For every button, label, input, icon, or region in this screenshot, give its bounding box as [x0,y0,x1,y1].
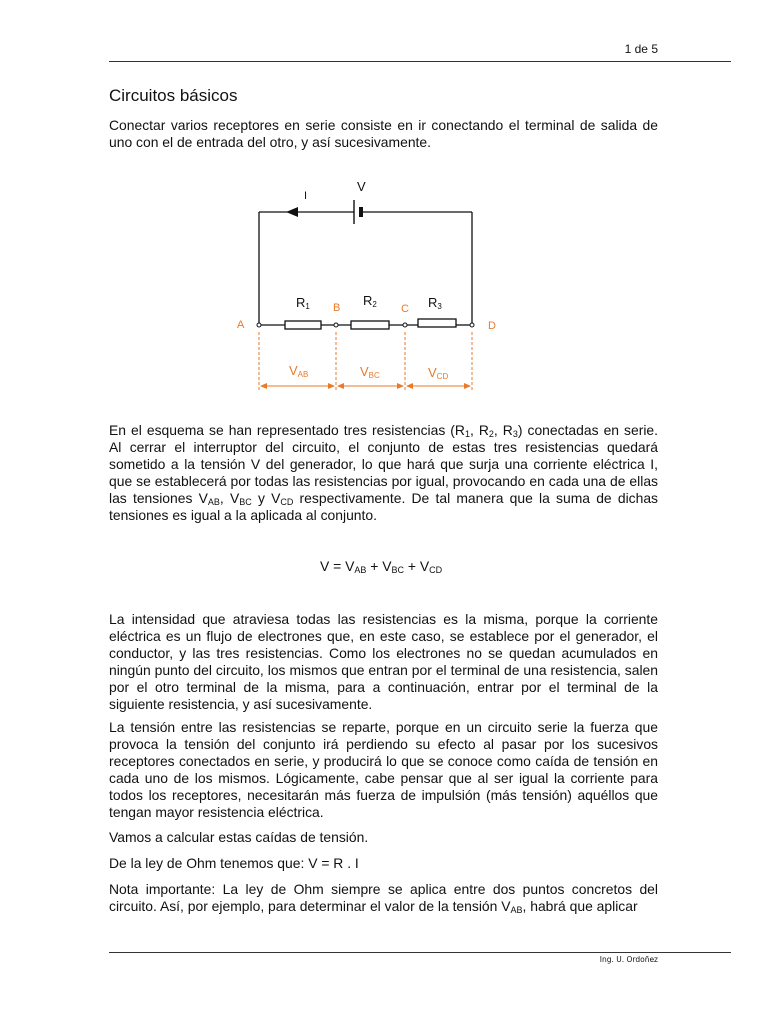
node-dot-b [334,323,338,327]
vbc-label: VBC [360,364,380,380]
node-dot-c [403,323,407,327]
node-label-d: D [488,320,496,332]
r3-label: R3 [428,295,442,311]
intro-paragraph: Conectar varios receptores en serie consiste en ir conectando el terminal de salida de uno con el de entrada del otro, y así sucesivamente. [109,117,658,150]
paragraph-note: Nota importante: La ley de Ohm siempre se aplica entre dos puntos concretos del circuito. Así, por ejemplo, para determinar el valor de la tensión $V_{AB}$, habrá que aplicar [109,881,658,915]
node-dot-d [470,323,474,327]
arrow-head-icon [337,383,344,389]
arrow-head-icon [397,383,404,389]
resistor-r2 [351,321,389,329]
paragraph-calculate: Vamos a calcular estas caídas de tensión. [109,829,369,845]
paragraph-ohm-law: De la ley de Ohm tenemos que: V = R . I [109,855,359,871]
vab-label: VAB [289,363,309,379]
r1-label: R1 [296,295,310,311]
node-label-b: B [333,302,341,314]
page-title: Circuitos básicos [109,86,238,105]
arrow-head-icon [464,383,471,389]
r2-label: R2 [363,293,377,309]
current-arrow-icon [286,207,298,217]
arrow-head-icon [328,383,335,389]
node-dot-a [257,323,261,327]
page-number: 1 de 5 [624,42,658,56]
voltage-equation: $V = V_{AB} + V_{BC} + V_{CD}$ [320,558,443,575]
current-label: I [304,190,308,202]
vcd-label: VCD [428,365,449,381]
arrow-head-icon [260,383,267,389]
footer-author: Ing. U. Ordoñez [599,955,658,964]
voltage-label: V [357,179,366,194]
resistor-r3 [418,319,456,327]
paragraph-current: La intensidad que atraviesa todas las resistencias es la misma, porque la corriente eléctrica es un flujo de electrones que, en este caso, se establece por el generador, el conductor, y las tres resistencias. Como los electrones no se quedan acumulados en ningún punto del circuito, los mismos que entran por el terminal de una resistencia, salen por el otro terminal de la misma, para a continuación, entrar por el terminal de la siguiente resistencia, y así sucesivamente. [109,611,658,712]
arrow-head-icon [406,383,413,389]
battery-short-plate [359,207,363,217]
footer-rule [109,952,731,953]
header-rule [109,61,731,62]
series-circuit-diagram [220,170,520,395]
resistor-r1 [285,321,321,329]
node-label-a: A [237,319,245,331]
paragraph-explanation: En el esquema se han representado tres resistencias ($R_1$, $R_2$, $R_3$) conectadas en serie. Al cerrar el interruptor del circuito, el conjunto de estas tres resistencias quedará sometido a la tensión V del generador, lo que hará que surja una corriente eléctrica I, que se establecerá por todas las resistencias por igual, provocando en cada una de ellas las tensiones $V_{AB}$, $V_{BC}$ y $V_{CD}$ respectivamente. De tal manera que la suma de dichas tensiones es igual a la aplicada al conjunto. [109,422,659,523]
paragraph-voltage-division: La tensión entre las resistencias se reparte, porque en un circuito serie la fuerza que provoca la tensión del conjunto irá perdiendo su efecto al pasar por los sucesivos receptores conectados en serie, y producirá lo que se conoce como caída de tensión en cada uno de los mismos. Lógicamente, cabe pensar que al ser igual la corriente para todos los receptores, necesitarán más fuerza de impulsión (más tensión) aquéllos que tengan mayor resistencia eléctrica. [109,719,658,820]
node-label-c: C [401,303,409,315]
